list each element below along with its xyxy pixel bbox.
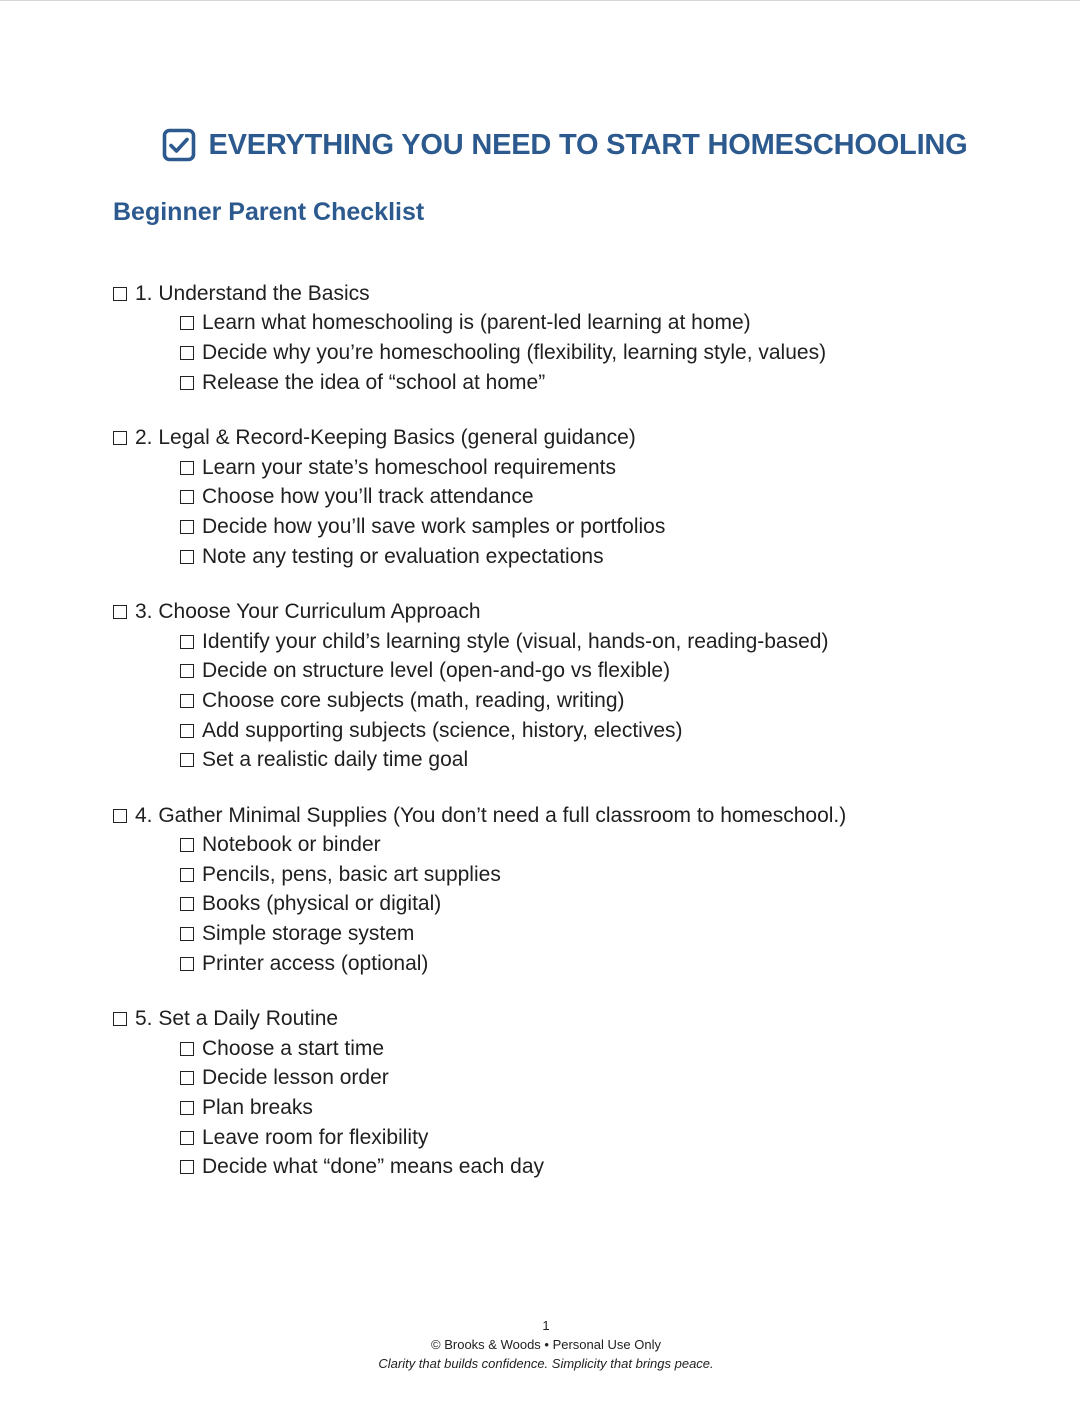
item-label: Choose how you’ll track attendance xyxy=(202,485,534,509)
top-rule xyxy=(0,0,1080,1)
checklist-item xyxy=(113,338,1043,368)
item-label: Choose core subjects (math, reading, writing) xyxy=(202,688,625,712)
checklist-item xyxy=(113,860,1043,890)
checklist-item xyxy=(113,949,1043,979)
item-label: Decide what “done” means each day xyxy=(202,1155,545,1179)
checklist-item xyxy=(113,627,1043,657)
footer-tagline: Clarity that builds confidence. Simplicity that brings peace. xyxy=(378,1356,714,1371)
section-label: 5. Set a Daily Routine xyxy=(135,1007,339,1031)
item-checkbox[interactable] xyxy=(180,316,194,330)
item-checkbox[interactable] xyxy=(180,694,194,708)
item-checkbox[interactable] xyxy=(180,957,194,971)
checklist-item xyxy=(113,1123,1043,1153)
item-label: Choose a start time xyxy=(202,1036,385,1060)
checklist-item xyxy=(113,831,1043,861)
checklist-section xyxy=(113,801,1043,979)
item-label: Release the idea of “school at home” xyxy=(202,370,546,394)
item-label: Books (physical or digital) xyxy=(202,892,442,916)
section-checkbox[interactable] xyxy=(113,605,127,619)
section-heading xyxy=(113,597,1043,627)
checklist-item xyxy=(113,686,1043,716)
page-title: EVERYTHING YOU NEED TO START HOMESCHOOLING xyxy=(208,128,968,161)
section-heading xyxy=(113,423,1043,453)
checklist-section xyxy=(113,597,1043,775)
item-checkbox[interactable] xyxy=(180,1071,194,1085)
checklist-item xyxy=(113,716,1043,746)
item-label: Pencils, pens, basic art supplies xyxy=(202,862,501,886)
checkbox-checked-icon xyxy=(162,128,196,162)
checklist-item xyxy=(113,309,1043,339)
checklist-item xyxy=(113,919,1043,949)
item-label: Notebook or binder xyxy=(202,833,381,857)
section-checkbox[interactable] xyxy=(113,431,127,445)
checklist-item xyxy=(113,542,1043,572)
item-label: Learn your state’s homeschool requirements xyxy=(202,455,617,479)
checklist-item xyxy=(113,368,1043,398)
item-checkbox[interactable] xyxy=(180,635,194,649)
item-label: Learn what homeschooling is (parent-led learning at home) xyxy=(202,311,751,335)
item-label: Decide how you’ll save work samples or portfolios xyxy=(202,514,666,538)
item-checkbox[interactable] xyxy=(180,550,194,564)
item-label: Note any testing or evaluation expectations xyxy=(202,544,604,568)
item-label: Add supporting subjects (science, history, electives) xyxy=(202,718,683,742)
section-heading xyxy=(113,801,1043,831)
page-number: 1 xyxy=(542,1318,550,1333)
checklist-item xyxy=(113,483,1043,513)
item-checkbox[interactable] xyxy=(180,1131,194,1145)
item-checkbox[interactable] xyxy=(180,1160,194,1174)
item-checkbox[interactable] xyxy=(180,1101,194,1115)
checklist-item xyxy=(113,1152,1043,1182)
item-checkbox[interactable] xyxy=(180,897,194,911)
item-label: Plan breaks xyxy=(202,1096,313,1120)
section-heading xyxy=(113,279,1043,309)
item-label: Simple storage system xyxy=(202,922,415,946)
section-label: 2. Legal & Record-Keeping Basics (general guidance) xyxy=(135,426,636,450)
copyright-line: © Brooks & Woods • Personal Use Only xyxy=(431,1337,661,1352)
item-checkbox[interactable] xyxy=(180,376,194,390)
section-label: 3. Choose Your Curriculum Approach xyxy=(135,600,481,624)
item-label: Set a realistic daily time goal xyxy=(202,748,469,772)
item-checkbox[interactable] xyxy=(180,664,194,678)
section-heading xyxy=(113,1004,1043,1034)
checklist xyxy=(113,279,1043,1208)
footer xyxy=(0,1316,1080,1373)
item-label: Decide why you’re homeschooling (flexibility, learning style, values) xyxy=(202,340,827,364)
item-label: Identify your child’s learning style (visual, hands-on, reading-based) xyxy=(202,629,829,653)
item-checkbox[interactable] xyxy=(180,490,194,504)
section-checkbox[interactable] xyxy=(113,287,127,301)
item-label: Decide on structure level (open-and-go vs flexible) xyxy=(202,659,671,683)
checklist-item xyxy=(113,1064,1043,1094)
section-checkbox[interactable] xyxy=(113,1012,127,1026)
item-checkbox[interactable] xyxy=(180,724,194,738)
item-label: Printer access (optional) xyxy=(202,951,429,975)
item-checkbox[interactable] xyxy=(180,868,194,882)
section-label: 4. Gather Minimal Supplies (You don’t need a full classroom to homeschool.) xyxy=(135,803,847,827)
page-subtitle: Beginner Parent Checklist xyxy=(113,198,425,226)
item-checkbox[interactable] xyxy=(180,927,194,941)
checklist-section xyxy=(113,1004,1043,1182)
checklist-item xyxy=(113,453,1043,483)
item-checkbox[interactable] xyxy=(180,461,194,475)
checklist-item xyxy=(113,1034,1043,1064)
checklist-item xyxy=(113,745,1043,775)
item-checkbox[interactable] xyxy=(180,520,194,534)
item-checkbox[interactable] xyxy=(180,346,194,360)
checklist-item xyxy=(113,890,1043,920)
item-label: Leave room for flexibility xyxy=(202,1125,429,1149)
item-checkbox[interactable] xyxy=(180,753,194,767)
checklist-item xyxy=(113,657,1043,687)
checklist-section xyxy=(113,279,1043,397)
item-checkbox[interactable] xyxy=(180,838,194,852)
item-label: Decide lesson order xyxy=(202,1066,389,1090)
checklist-item xyxy=(113,512,1043,542)
checklist-section xyxy=(113,423,1043,571)
title-row xyxy=(0,128,1080,162)
checklist-item xyxy=(113,1093,1043,1123)
section-label: 1. Understand the Basics xyxy=(135,281,370,305)
section-checkbox[interactable] xyxy=(113,809,127,823)
item-checkbox[interactable] xyxy=(180,1042,194,1056)
